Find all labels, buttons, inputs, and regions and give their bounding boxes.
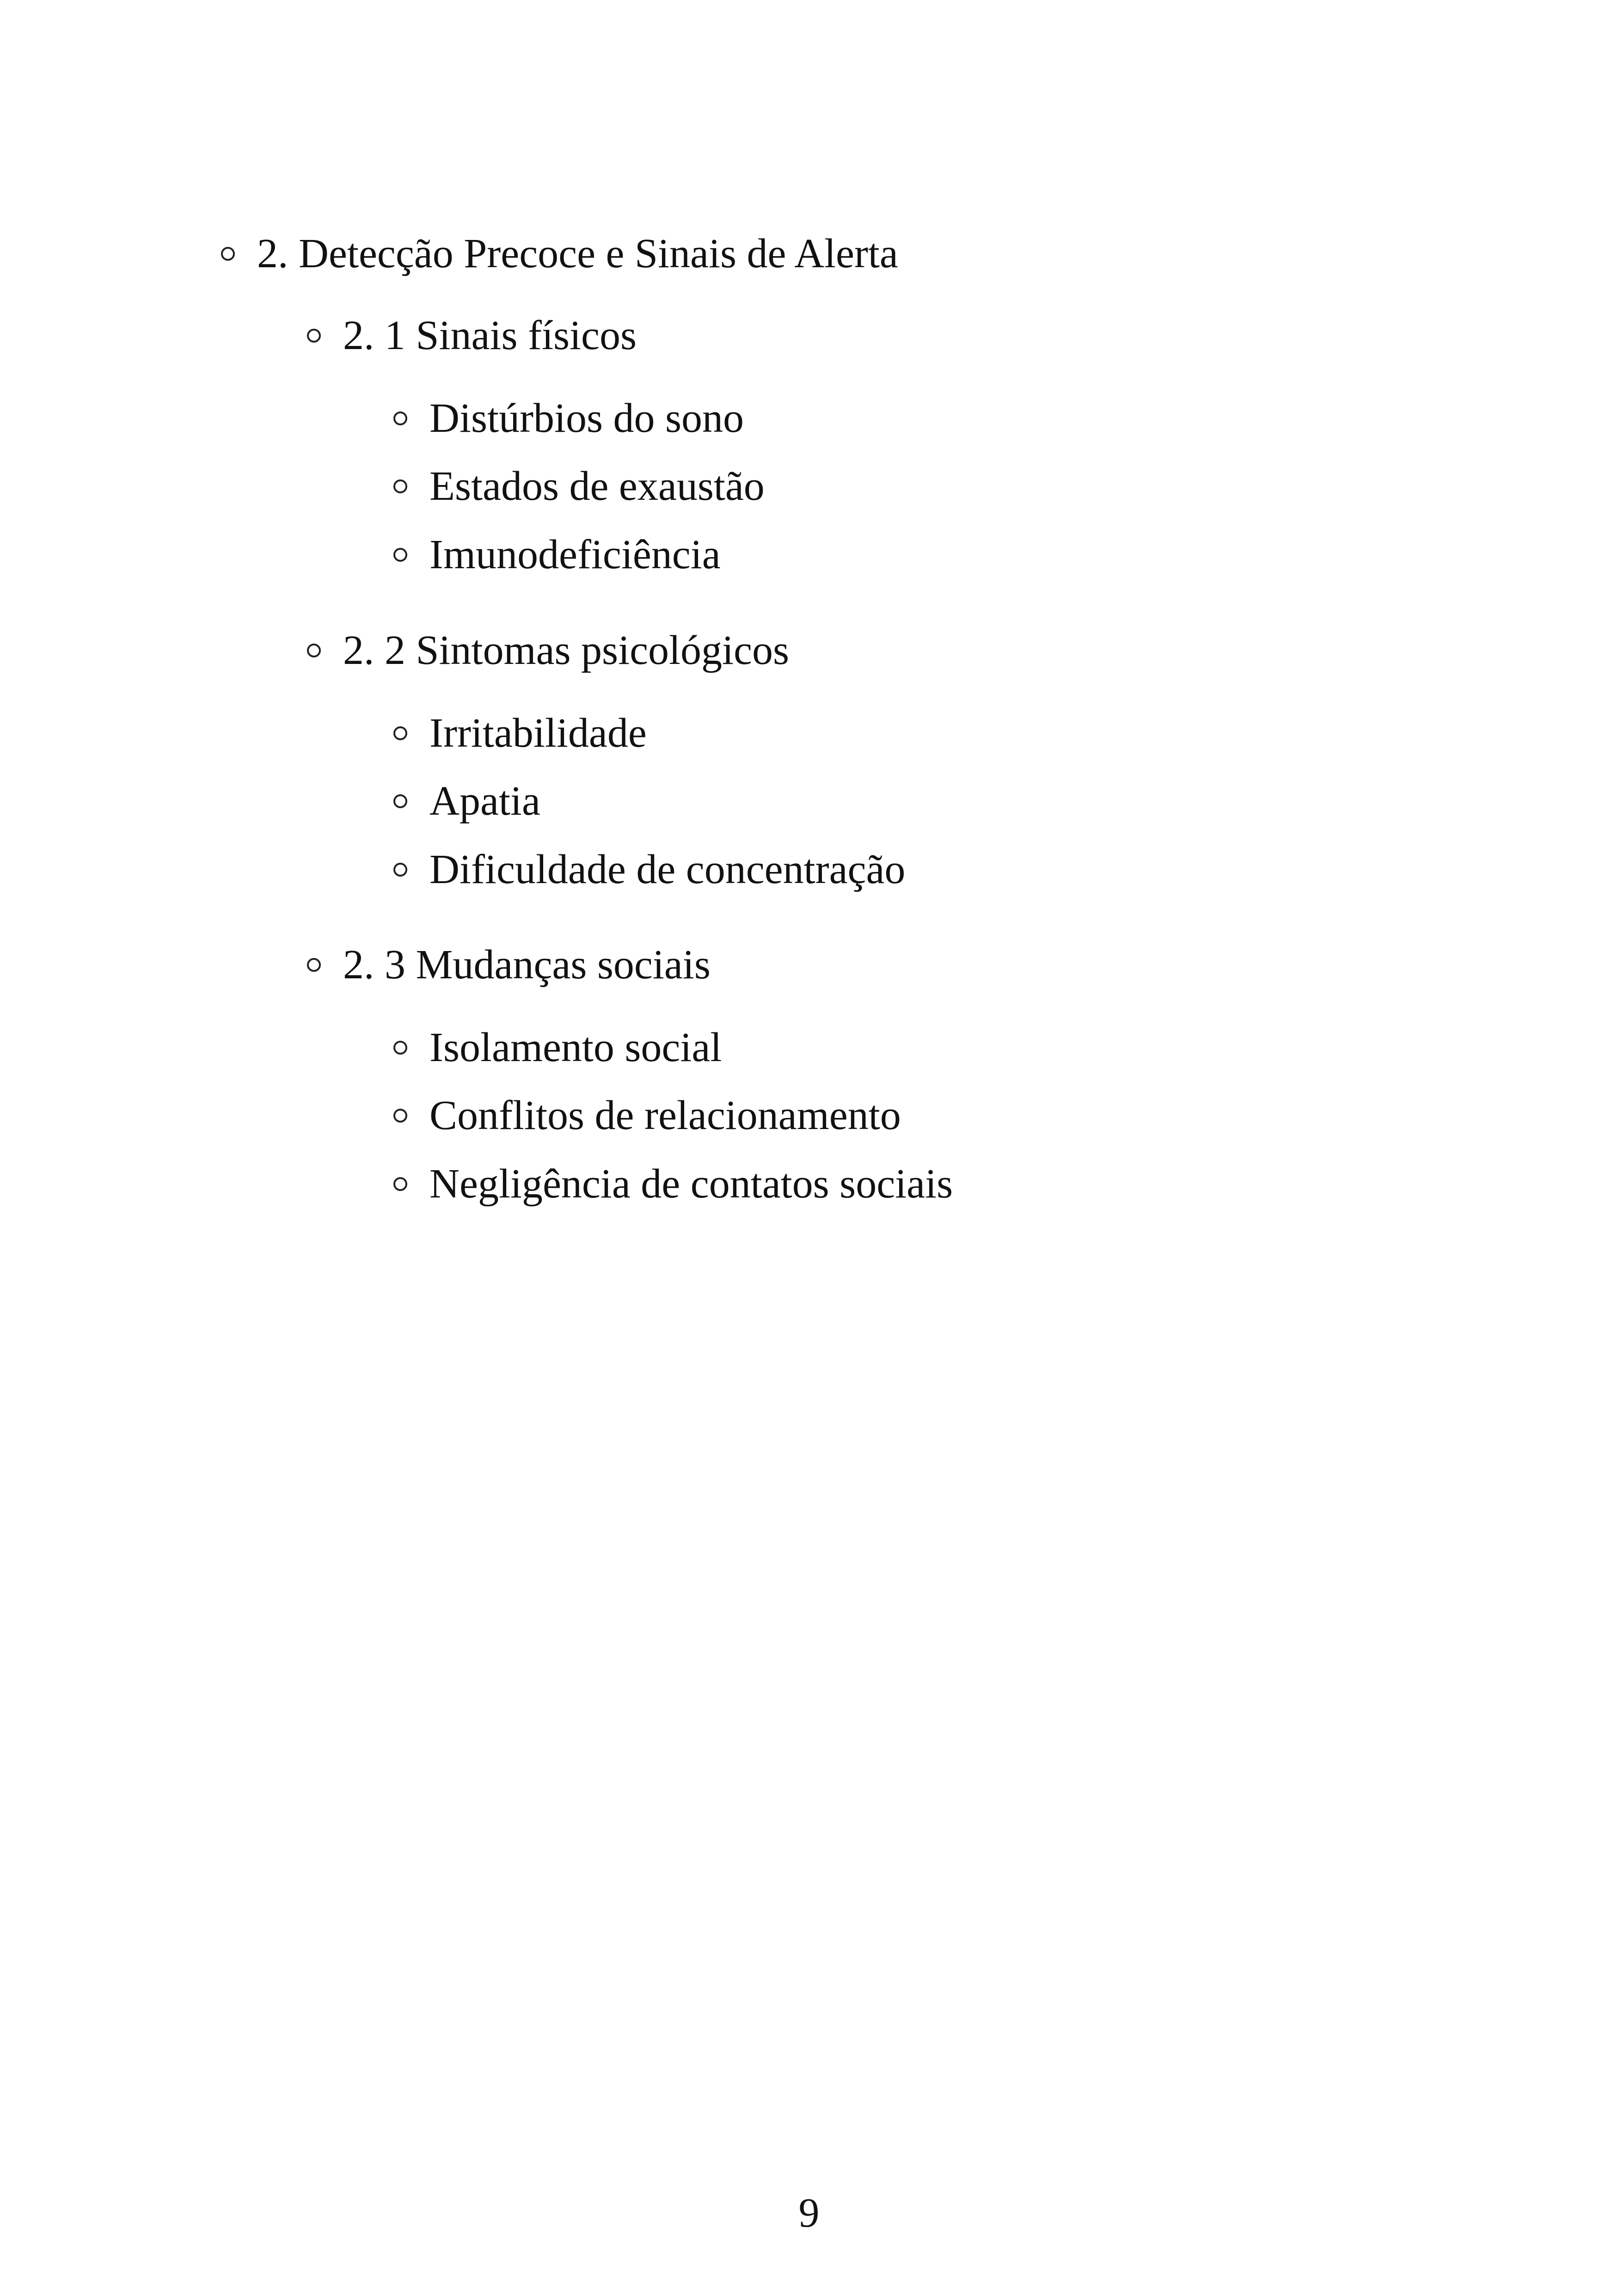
list-item	[393, 776, 540, 827]
list-item-text: Dificuldade de concentração	[429, 847, 906, 892]
page-number: 9	[798, 2190, 820, 2236]
list-item-text: Apatia	[429, 778, 540, 824]
outline-heading	[221, 228, 898, 279]
circle-bullet-icon	[307, 958, 321, 972]
list-item	[393, 393, 744, 444]
circle-bullet-icon	[307, 329, 321, 343]
section-heading-text: 2. 3 Mudanças sociais	[343, 942, 711, 988]
list-item	[393, 529, 721, 580]
list-item	[393, 708, 647, 759]
list-item-text: Imunodeficiência	[429, 532, 721, 577]
section-heading-text: 2. 1 Sinais físicos	[343, 313, 637, 358]
circle-bullet-icon	[393, 1109, 407, 1123]
section-heading-text: 2. 2 Sintomas psicológicos	[343, 627, 789, 673]
circle-bullet-icon	[393, 1041, 407, 1055]
list-item-text: Isolamento social	[429, 1025, 722, 1070]
circle-bullet-icon	[393, 548, 407, 562]
section-heading	[307, 939, 711, 990]
list-item	[393, 1022, 722, 1073]
outline-heading-text: 2. Detecção Precoce e Sinais de Alerta	[257, 231, 898, 276]
circle-bullet-icon	[393, 863, 407, 877]
list-item	[393, 1090, 901, 1141]
circle-bullet-icon	[307, 644, 321, 657]
circle-bullet-icon	[393, 726, 407, 740]
circle-bullet-icon	[393, 411, 407, 425]
list-item-text: Irritabilidade	[429, 710, 647, 756]
section-heading	[307, 310, 637, 361]
circle-bullet-icon	[393, 1177, 407, 1191]
list-item-text: Conflitos de relacionamento	[429, 1093, 901, 1138]
circle-bullet-icon	[393, 479, 407, 493]
list-item-text: Distúrbios do sono	[429, 395, 744, 441]
list-item-text: Estados de exaustão	[429, 463, 765, 509]
circle-bullet-icon	[393, 794, 407, 808]
list-item	[393, 844, 905, 895]
section-heading	[307, 625, 789, 676]
list-item-text: Negligência de contatos sociais	[429, 1161, 953, 1207]
list-item	[393, 1159, 953, 1209]
list-item	[393, 461, 765, 512]
circle-bullet-icon	[221, 247, 235, 261]
